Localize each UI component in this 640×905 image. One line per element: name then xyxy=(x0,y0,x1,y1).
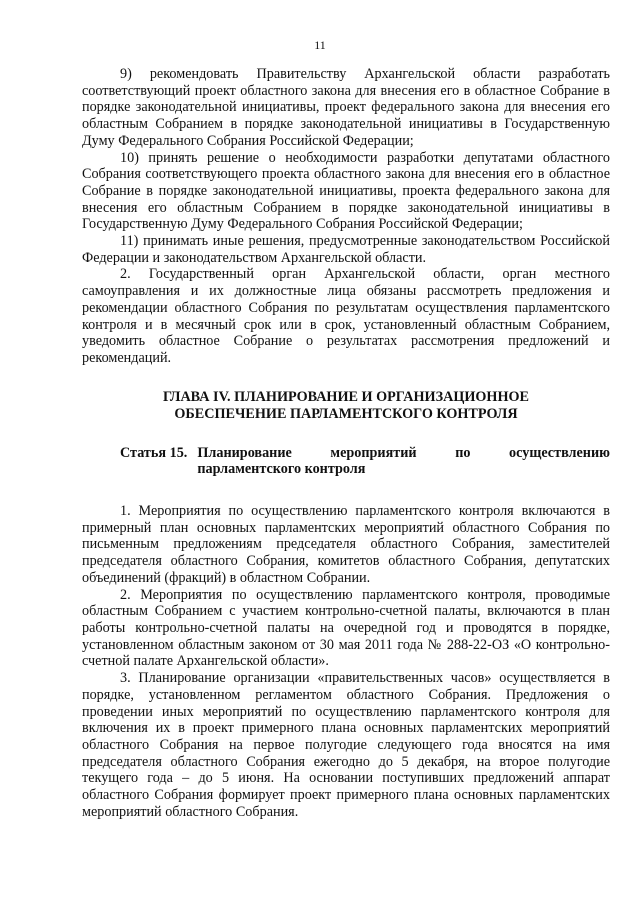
article-heading xyxy=(120,445,610,478)
article-paragraph-3: 3. Планирование организации «правительственных часов» осуществляется в порядке, установленном регламентом областного Собрания. Предложения о проведении иных мероприятий по осуществлению парламентского контроля для включения их в проект примерного плана основных парламентских мероприятий областного Собрания на первое полугодие следующего года вносятся на имя председателя областного Собрания ежегодно до 5 декабря, на второе полугодие текущего года – до 5 июня. На основании поступивших предложений аппарат областного Собрания формирует проект примерного плана основных парламентских мероприятий областного Собрания. xyxy=(82,670,610,820)
paragraph-part-2: 2. Государственный орган Архангельской области, орган местного самоуправления и их должностные лица обязаны рассмотреть предложения и рекомендации областного Собрания по результатам осуществления парламентского контроля и в месячный срок или в срок, установленный областным Собранием, уведомить областное Собрание о результатах рассмотрения предложений и рекомендаций. xyxy=(82,266,610,366)
document-body xyxy=(82,66,610,820)
chapter-heading xyxy=(82,389,610,423)
spacer xyxy=(82,478,610,503)
article-paragraph-1: 1. Мероприятия по осуществлению парламентского контроля включаются в примерный план основных парламентских мероприятий областного Собрания по письменным предложениям председателя областного Собрания, заместителей председателя областного Собрания, комитетов областного Собрания, депутатских объединений (фракций) в областном Собрании. xyxy=(82,503,610,586)
chapter-heading-line-2: ОБЕСПЕЧЕНИЕ ПАРЛАМЕНТСКОГО КОНТРОЛЯ xyxy=(174,405,518,422)
paragraph-item-9: 9) рекомендовать Правительству Архангельской области разработать соответствующий проект областного закона для внесения его в областное Собрание в порядке законодательной инициативы, проект федерального закона для внесения его областным Собранием в порядке законодательной инициативы в Государственную Думу Федерального Собрания Российской Федерации; xyxy=(82,66,610,149)
chapter-heading-line-1: ГЛАВА IV. ПЛАНИРОВАНИЕ И ОРГАНИЗАЦИОННОЕ xyxy=(162,388,530,405)
page-number: 11 xyxy=(314,38,326,52)
article-label: Статья 15. xyxy=(120,444,188,461)
paragraph-item-10: 10) принять решение о необходимости разработки депутатами областного Собрания соответствующего проекта областного закона для внесения его в областное Собрание в порядке законодательной инициативы, проекта федерального закона для внесения его областным Собранием в порядке законодательной инициативы в Государственную Думу Федерального Собрания Российской Федерации; xyxy=(82,149,610,233)
paragraph-item-11: 11) принимать иные решения, предусмотренные законодательством Российской Федерации и законодательством Архангельской области. xyxy=(82,233,610,266)
article-title: Планирование мероприятий по осуществлению парламентского контроля xyxy=(197,444,610,478)
article-paragraph-2: 2. Мероприятия по осуществлению парламентского контроля, проводимые областным Собранием с участием контрольно-счетной палаты, включаются в план работы контрольно-счетной палаты на очередной год и проводятся в порядке, установленном областным законом от 30 мая 2011 года № 288-22-ОЗ «О контрольно-счетной палате Архангельской области». xyxy=(82,586,610,670)
